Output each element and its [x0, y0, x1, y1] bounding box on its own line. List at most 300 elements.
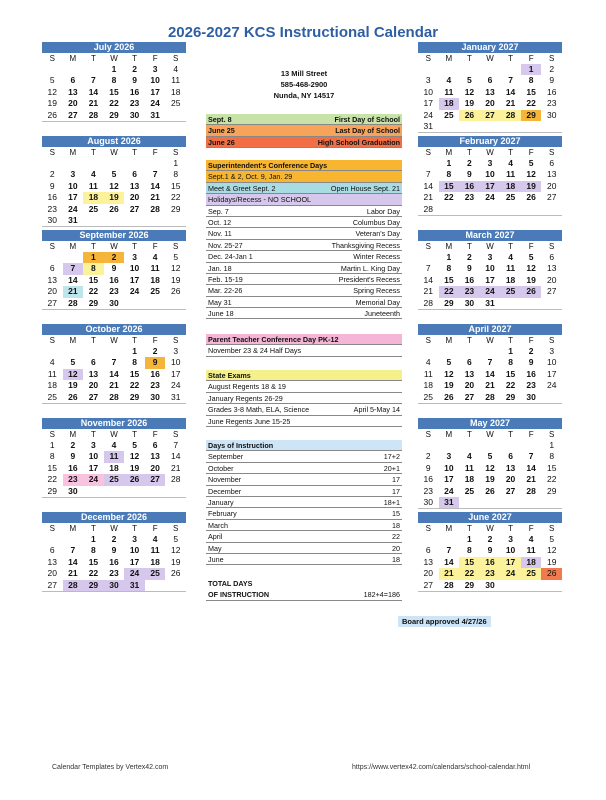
empty-day-cell	[165, 580, 186, 591]
day-cell: 17	[129, 274, 140, 285]
empty-day-cell	[500, 497, 521, 508]
day-cell: 20	[68, 98, 78, 109]
month-calendar-nov	[42, 418, 186, 498]
day-cell: 13	[88, 368, 99, 379]
week-row	[418, 534, 562, 545]
day-cell: 26	[444, 391, 454, 402]
address-phone: 585-468-2900	[280, 80, 328, 89]
day-cell: 13	[47, 556, 58, 567]
week-row	[42, 346, 186, 357]
day-cell: 28	[526, 485, 536, 496]
empty-day-cell	[124, 215, 145, 226]
weekday-label: T	[508, 148, 513, 157]
week-row	[42, 87, 186, 98]
weekday-label: S	[49, 54, 55, 63]
address-street: 13 Mill Street	[280, 69, 328, 78]
weekday-label: W	[110, 54, 118, 63]
info-row-right: Veteran's Day	[355, 229, 400, 239]
day-cell: 20	[485, 98, 495, 109]
day-cell: 10	[68, 180, 78, 191]
day-cell: 13	[423, 556, 434, 567]
empty-day-cell	[42, 346, 63, 357]
weekday-label: T	[466, 524, 472, 533]
day-cell: 20	[47, 286, 58, 297]
day-cell: 21	[485, 380, 495, 391]
day-cell: 3	[91, 440, 96, 450]
day-cell: 18	[170, 86, 181, 97]
empty-day-cell	[459, 204, 480, 215]
info-row-right: 20	[392, 543, 400, 553]
day-cell: 8	[173, 169, 179, 180]
day-cell: 15	[459, 557, 480, 568]
weekday-label: T	[508, 54, 513, 63]
month-calendar-jan	[418, 42, 562, 133]
weekday-label: T	[508, 430, 513, 439]
info-row-left: Mar. 22-26	[208, 286, 243, 296]
day-cell: 8	[132, 357, 137, 368]
day-cell: 18	[464, 474, 475, 485]
info-row	[206, 451, 402, 462]
day-cell: 12	[170, 545, 181, 556]
day-cell: 26	[124, 474, 145, 485]
day-cell: 19	[170, 556, 181, 567]
day-cell: 16	[526, 368, 536, 379]
weekday-label: T	[90, 54, 96, 63]
day-cell: 4	[425, 357, 431, 368]
weekday-label: S	[425, 524, 431, 533]
day-cell: 10	[546, 357, 557, 368]
day-cell: 12	[526, 169, 536, 180]
day-cell: 23	[546, 98, 557, 109]
day-cell: 28	[68, 297, 78, 308]
day-cell: 21	[505, 98, 516, 109]
empty-day-cell	[165, 110, 186, 121]
week-row	[42, 252, 186, 263]
empty-day-cell	[541, 497, 562, 508]
day-cell: 16	[459, 181, 480, 192]
footer-url[interactable]: https://www.vertex42.com/calendars/school-calendar.html	[352, 764, 531, 771]
weekday-label: M	[445, 336, 453, 345]
empty-day-cell	[83, 158, 104, 169]
day-cell: 23	[526, 380, 536, 391]
empty-day-cell	[541, 392, 562, 403]
day-cell: 18	[500, 181, 521, 192]
weekday-label: F	[152, 430, 158, 439]
day-cell: 8	[446, 169, 452, 180]
day-cell: 14	[423, 274, 434, 285]
day-cell: 21	[150, 192, 160, 203]
day-cell: 21	[526, 474, 536, 485]
day-cell: 3	[132, 534, 137, 544]
day-cell: 22	[526, 98, 536, 109]
empty-day-cell	[104, 346, 125, 357]
total-days-value: 182+4=186	[363, 590, 400, 600]
day-cell: 9	[111, 263, 117, 274]
day-cell: 23	[459, 286, 480, 297]
weekday-label: M	[69, 430, 77, 439]
day-cell: 30	[485, 579, 495, 590]
day-cell: 5	[549, 534, 555, 544]
day-cell: 11	[423, 368, 433, 379]
day-cell: 21	[423, 192, 434, 203]
empty-day-cell	[500, 440, 521, 451]
day-cell: 10	[129, 545, 140, 556]
day-cell: 30	[129, 109, 140, 120]
day-cell: 8	[528, 75, 534, 86]
day-cell: 4	[152, 252, 158, 262]
info-row	[206, 345, 402, 356]
day-cell: 3	[132, 252, 137, 262]
day-cell: 20	[47, 568, 58, 579]
weekday-label: W	[110, 242, 118, 251]
empty-day-cell	[480, 204, 501, 215]
weekday-header	[42, 429, 186, 440]
month-calendar-mar	[418, 230, 562, 310]
day-cell: 1	[467, 534, 472, 544]
info-row-left: Sept.1 & 2, Oct. 9, Jan. 29	[208, 172, 293, 182]
day-cell: 8	[111, 75, 117, 86]
day-cell: 22	[444, 192, 454, 203]
info-row-left: November 23 & 24 Half Days	[208, 346, 302, 356]
day-cell: 26	[109, 203, 119, 214]
day-cell: 30	[68, 485, 78, 496]
info-row-left: Parent Teacher Conference Day PK-12	[208, 335, 339, 344]
weekday-label: M	[69, 242, 77, 251]
empty-day-cell	[521, 298, 542, 309]
day-cell: 17	[485, 274, 495, 285]
weekday-label: F	[528, 242, 534, 251]
info-row	[206, 183, 402, 194]
day-cell: 30	[546, 109, 557, 120]
day-cell: 29	[129, 391, 140, 402]
day-cell: 9	[49, 180, 55, 191]
weekday-label: S	[49, 242, 55, 251]
weekday-label: W	[110, 524, 118, 533]
day-cell: 7	[425, 263, 431, 274]
day-cell: 29	[546, 485, 557, 496]
day-cell: 13	[464, 368, 475, 379]
week-row	[42, 580, 186, 591]
day-grid	[42, 346, 186, 404]
day-cell: 12	[444, 368, 454, 379]
weekday-label: S	[49, 524, 55, 533]
day-cell: 24	[129, 286, 140, 297]
day-cell: 17	[68, 192, 78, 203]
week-row	[42, 557, 186, 568]
day-cell: 6	[91, 357, 96, 368]
month-title: March 2027	[418, 230, 562, 241]
empty-day-cell	[42, 64, 63, 75]
empty-day-cell	[418, 64, 439, 75]
weekday-label: T	[90, 336, 96, 345]
week-row	[418, 75, 562, 86]
info-row-left: Grades 3-8 Math, ELA, Science	[208, 405, 310, 415]
week-row	[418, 275, 562, 286]
day-cell: 3	[549, 346, 555, 356]
day-cell: 1	[521, 64, 542, 75]
day-cell: 30	[104, 580, 125, 591]
week-row	[418, 169, 562, 180]
day-cell: 10	[88, 451, 99, 462]
day-cell: 1	[49, 440, 55, 450]
day-cell: 14	[170, 451, 181, 462]
empty-day-cell	[418, 346, 439, 357]
month-title: June 2027	[418, 512, 562, 523]
weekday-header	[418, 335, 562, 346]
day-cell: 15	[526, 86, 536, 97]
day-cell: 13	[68, 86, 78, 97]
weekday-label: F	[152, 242, 158, 251]
day-cell: 22	[88, 286, 99, 297]
day-cell: 19	[464, 98, 475, 109]
day-cell: 23	[63, 474, 84, 485]
day-cell: 24	[150, 98, 160, 109]
day-cell: 17	[500, 557, 521, 568]
weekday-label: S	[425, 430, 431, 439]
info-row-right: April 5-May 14	[353, 405, 400, 415]
day-cell: 13	[546, 169, 557, 180]
day-cell: 16	[150, 368, 160, 379]
weekday-label: W	[486, 54, 494, 63]
day-cell: 26	[170, 568, 181, 579]
day-cell: 6	[49, 263, 55, 274]
day-cell: 9	[70, 451, 76, 462]
day-cell: 27	[88, 391, 99, 402]
day-cell: 26	[170, 286, 181, 297]
week-row	[418, 440, 562, 451]
month-title: January 2027	[418, 42, 562, 53]
day-cell: 20	[129, 192, 140, 203]
day-cell: 4	[508, 252, 513, 262]
day-cell: 15	[170, 180, 181, 191]
info-row-left: January	[208, 497, 234, 507]
day-cell: 8	[446, 263, 452, 274]
day-cell: 17	[423, 98, 434, 109]
info-row-right: 17	[392, 475, 400, 485]
day-cell: 16	[546, 86, 557, 97]
state-exams-list	[206, 370, 402, 427]
day-cell: 14	[88, 86, 99, 97]
month-calendar-dec	[42, 512, 186, 592]
month-title: September 2026	[42, 230, 186, 241]
day-cell: 2	[487, 534, 493, 544]
info-row-right: Martin L. King Day	[340, 263, 400, 273]
day-cell: 27	[546, 192, 557, 203]
day-cell: 20	[546, 274, 557, 285]
day-cell: 17	[480, 181, 501, 192]
weekday-label: W	[110, 430, 118, 439]
day-cell: 11	[47, 368, 57, 379]
info-row-right: 22	[392, 532, 400, 542]
day-cell: 21	[423, 286, 434, 297]
week-row	[418, 451, 562, 462]
day-cell: 26	[47, 109, 58, 120]
day-cell: 9	[111, 545, 117, 556]
day-cell: 3	[173, 346, 179, 356]
info-row	[206, 543, 402, 554]
weekday-label: F	[152, 524, 158, 533]
day-cell: 23	[480, 568, 501, 579]
month-title: February 2027	[418, 136, 562, 147]
day-cell: 27	[68, 109, 78, 120]
day-cell: 17	[150, 86, 160, 97]
day-cell: 14	[444, 556, 454, 567]
info-row-left: November	[208, 475, 242, 485]
day-cell: 19	[47, 98, 58, 109]
day-cell: 7	[152, 169, 158, 180]
day-cell: 12	[485, 462, 495, 473]
week-row	[42, 204, 186, 215]
day-cell: 7	[111, 357, 117, 368]
day-cell: 9	[528, 357, 534, 368]
info-row-right: Last Day of School	[335, 126, 400, 136]
week-row	[418, 158, 562, 169]
week-row	[418, 557, 562, 568]
day-cell: 7	[528, 451, 534, 462]
week-row	[42, 440, 186, 451]
info-row-right: Juneteenth	[364, 309, 400, 319]
weekday-label: M	[445, 54, 453, 63]
day-cell: 22	[459, 568, 480, 579]
day-cell: 3	[487, 252, 493, 262]
day-cell: 24	[124, 568, 145, 579]
weekday-label: S	[173, 148, 179, 157]
day-cell: 27	[129, 203, 140, 214]
day-cell: 25	[150, 286, 160, 297]
week-row	[418, 568, 562, 579]
day-cell: 11	[506, 169, 516, 180]
info-row-left: August Regents 18 & 19	[208, 382, 286, 392]
day-cell: 2	[104, 252, 125, 263]
day-grid	[42, 158, 186, 227]
weekday-label: M	[69, 54, 77, 63]
day-cell: 27	[47, 297, 58, 308]
weekday-label: S	[549, 54, 555, 63]
month-calendar-aug	[42, 136, 186, 227]
info-row-right: High School Graduation	[317, 137, 400, 147]
day-cell: 6	[425, 545, 431, 556]
empty-day-cell	[418, 158, 439, 169]
day-cell: 5	[487, 451, 493, 462]
info-row-left: September	[208, 452, 244, 462]
weekday-label: T	[90, 242, 96, 251]
empty-day-cell	[480, 121, 501, 132]
month-title: November 2026	[42, 418, 186, 429]
empty-day-cell	[104, 486, 125, 497]
day-cell: 30	[423, 496, 434, 507]
day-cell: 6	[49, 545, 55, 556]
day-cell: 24	[83, 474, 104, 485]
empty-day-cell	[500, 64, 521, 75]
address-city: Nunda, NY 14517	[273, 91, 335, 100]
day-cell: 26	[526, 192, 536, 203]
weekday-label: S	[549, 148, 555, 157]
info-row	[206, 137, 402, 148]
info-row	[206, 228, 402, 239]
info-row	[206, 334, 402, 345]
day-cell: 13	[150, 451, 160, 462]
empty-day-cell	[521, 121, 542, 132]
day-cell: 16	[129, 86, 140, 97]
day-cell: 13	[129, 180, 140, 191]
conference-holiday-list	[206, 160, 402, 319]
empty-day-cell	[145, 215, 166, 226]
day-cell: 7	[446, 545, 452, 556]
day-cell: 24	[500, 568, 521, 579]
weekday-label: M	[69, 336, 77, 345]
weekday-label: F	[528, 524, 534, 533]
page-title: 2026-2027 KCS Instructional Calendar	[167, 24, 439, 41]
day-cell: 21	[68, 568, 78, 579]
day-cell: 19	[170, 274, 181, 285]
day-cell: 27	[505, 485, 516, 496]
empty-day-cell	[541, 298, 562, 309]
day-cell: 17	[444, 474, 454, 485]
empty-day-cell	[165, 215, 186, 226]
day-cell: 21	[170, 462, 181, 473]
day-cell: 5	[528, 252, 534, 262]
day-cell: 19	[526, 274, 536, 285]
day-grid	[418, 440, 562, 509]
empty-day-cell	[521, 440, 542, 451]
weekday-label: F	[152, 54, 158, 63]
day-cell: 8	[83, 263, 104, 274]
week-row	[418, 474, 562, 485]
day-cell: 5	[446, 357, 452, 368]
weekday-label: F	[528, 336, 534, 345]
day-cell: 24	[444, 485, 454, 496]
day-cell: 29	[109, 109, 119, 120]
day-cell: 11	[444, 86, 454, 97]
empty-day-cell	[165, 486, 186, 497]
empty-day-cell	[480, 64, 501, 75]
empty-day-cell	[439, 534, 460, 545]
week-row	[42, 392, 186, 403]
info-row-left: Meet & Greet Sept. 2	[208, 183, 276, 193]
info-row-left: Sept. 8	[208, 115, 232, 124]
info-row-right: Open House Sept. 21	[330, 183, 400, 193]
day-grid	[42, 534, 186, 592]
day-cell: 18	[423, 380, 434, 391]
empty-day-cell	[63, 346, 84, 357]
info-row-right: 17	[392, 486, 400, 496]
weekday-label: S	[425, 148, 431, 157]
day-cell: 24	[170, 380, 181, 391]
info-row-left: Days of Instruction	[208, 441, 274, 450]
day-cell: 22	[109, 98, 119, 109]
day-cell: 2	[49, 169, 55, 180]
week-row	[42, 451, 186, 462]
day-cell: 23	[109, 286, 119, 297]
day-cell: 20	[464, 380, 475, 391]
week-row	[418, 545, 562, 556]
month-title: August 2026	[42, 136, 186, 147]
info-row	[206, 217, 402, 228]
day-cell: 10	[170, 357, 181, 368]
day-cell: 9	[487, 545, 493, 556]
empty-day-cell	[83, 64, 104, 75]
day-cell: 23	[47, 203, 58, 214]
day-cell: 29	[170, 203, 181, 214]
week-row	[418, 110, 562, 121]
day-cell: 19	[485, 474, 495, 485]
info-row-left: December	[208, 486, 242, 496]
day-cell: 3	[152, 64, 158, 74]
weekday-label: S	[425, 336, 431, 345]
info-row-left: Nov. 11	[208, 229, 232, 239]
day-cell: 24	[485, 192, 495, 203]
day-cell: 12	[63, 369, 84, 380]
